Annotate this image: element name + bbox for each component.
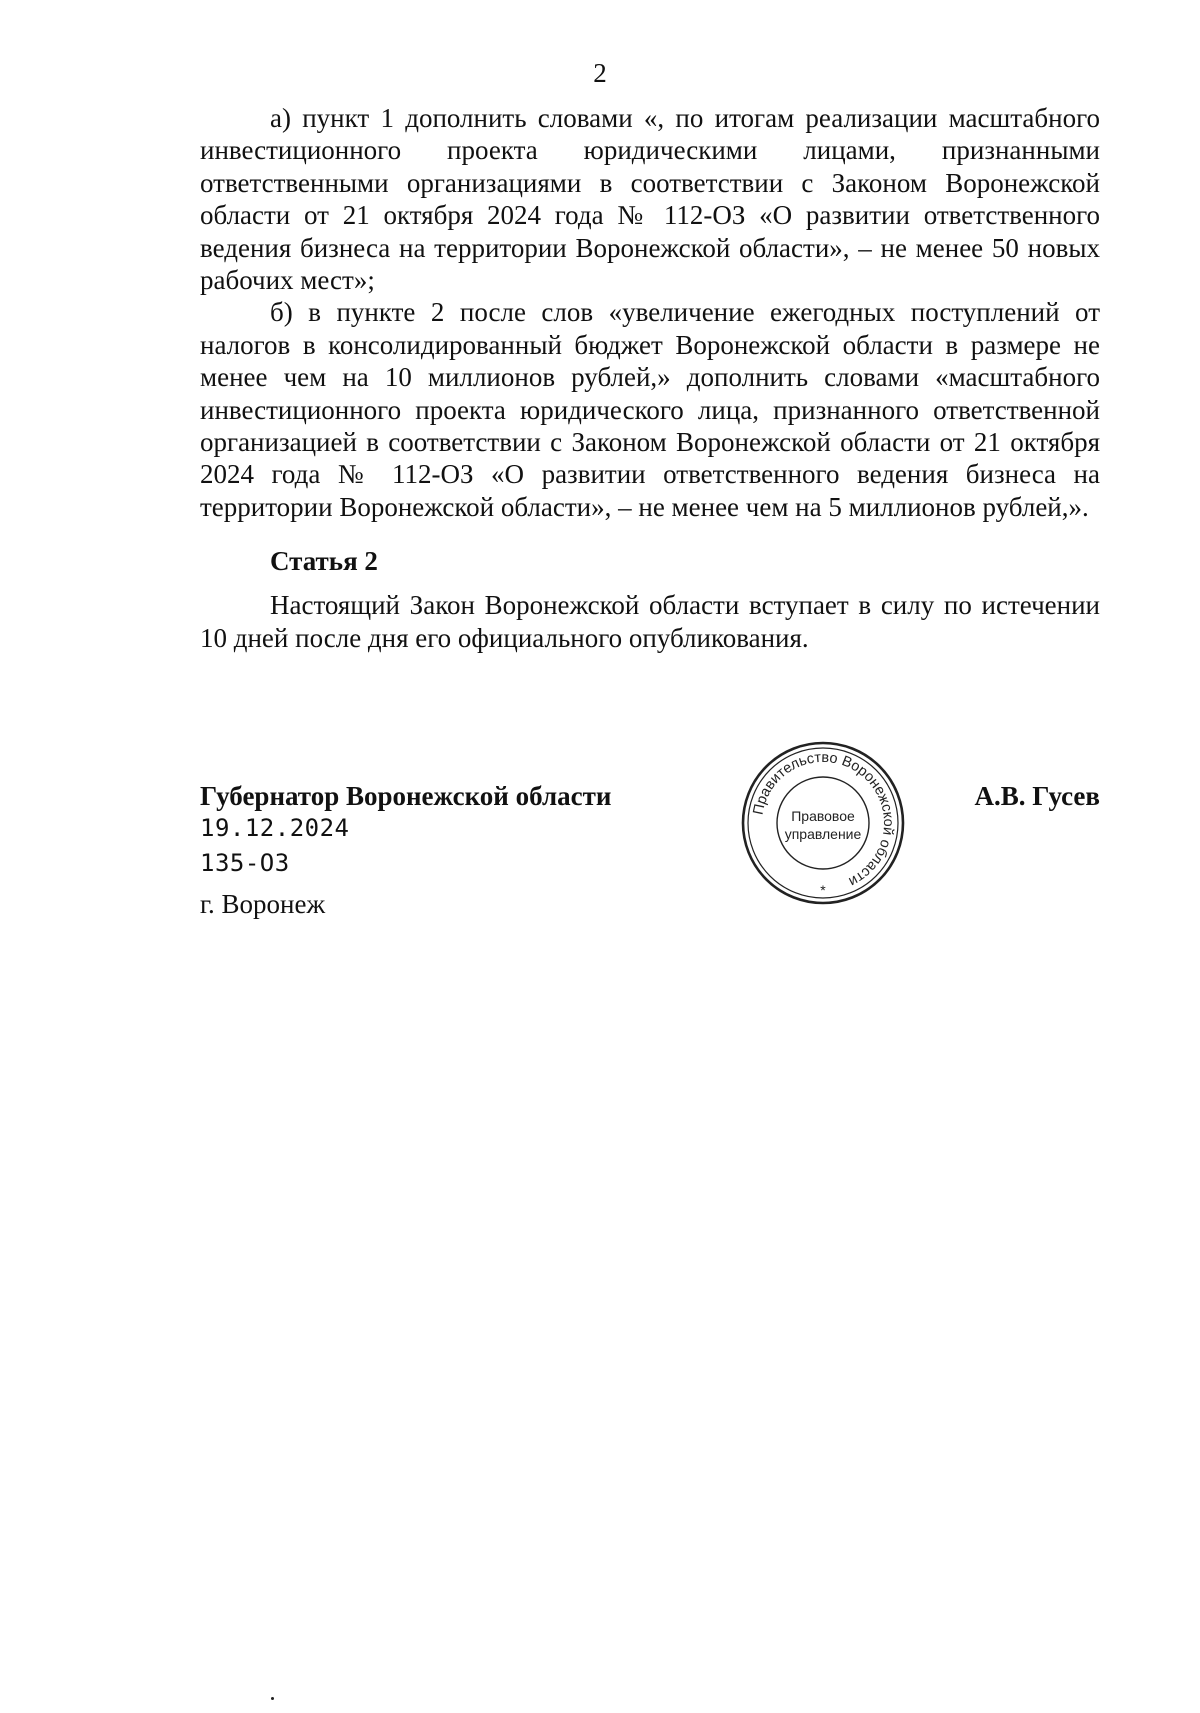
official-seal — [738, 738, 908, 908]
law-number: 135-ОЗ — [200, 849, 290, 877]
article-2-text: Настоящий Закон Воронежской области вступает в силу по истечении 10 дней после дня его официального опубликования. — [200, 590, 1100, 653]
seal-inner-line-1: Правовое — [791, 808, 855, 824]
seal-outer-text: Правительство Воронежской области — [750, 749, 897, 890]
seal-graphic — [738, 738, 908, 908]
seal-inner-line-2: управление — [784, 826, 862, 842]
city: г. Воронеж — [200, 889, 326, 919]
law-date: 19.12.2024 — [200, 814, 350, 842]
paragraph-a: а) пункт 1 дополнить словами «, по итогам реализации масштабного инвестиционного проекта юридическими лицами, признанными ответственными организациями в соответствии с Законом Воронежской области от 21 октября 2024 года № 112-ОЗ «О развитии ответственного ведения бизнеса на территории Воронежской области», – не менее 50 новых рабочих мест»; — [200, 103, 1100, 296]
signatory-name: А.В. Гусев — [974, 781, 1100, 811]
paragraph-b: б) в пункте 2 после слов «увеличение ежегодных поступлений от налогов в консолидированный бюджет Воронежской области в размере не менее чем на 10 миллионов рублей,» дополнить словами «масштабного инвестиционного проекта юридического лица, признанного ответственной организацией в соответствии с Законом Воронежской области от 21 октября 2024 года № 112-ОЗ «О развитии ответственного ведения бизнеса на территории Воронежской области», – не менее чем на 5 миллионов рублей,». — [200, 297, 1100, 522]
seal-star: * — [820, 882, 826, 898]
page-number: 2 — [593, 58, 607, 88]
scan-speck — [271, 1697, 274, 1700]
signatory-title: Губернатор Воронежской области — [200, 781, 612, 811]
document-body — [200, 102, 1100, 654]
article-2-heading: Статья 2 — [270, 546, 378, 577]
